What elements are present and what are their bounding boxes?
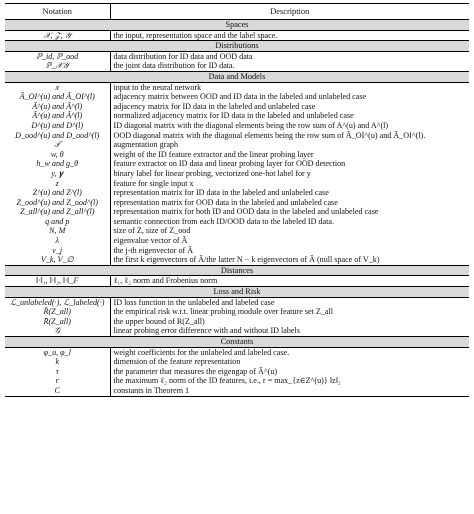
description-cell: ID loss function in the unlabeled and labeled case	[113, 297, 275, 307]
notation-cell: ℙ_𝒳𝒴	[5, 61, 110, 71]
notation-cell: D^(u) and D^(l)	[5, 121, 110, 131]
description-cell: feature extractor on ID data and linear probing layer for OOD detection	[113, 159, 346, 169]
notation-cell: λ	[5, 236, 110, 246]
notation-cell: Ã^(u) and Ã^(l)	[5, 111, 110, 121]
table-row	[5, 207, 469, 217]
table-row	[5, 159, 469, 169]
description-cell: data distribution for ID data and OOD data	[113, 51, 253, 61]
notation-cell: C	[5, 386, 110, 396]
description-cell: augmentation graph	[113, 140, 179, 150]
table-row	[5, 297, 469, 307]
table-row	[5, 376, 469, 386]
description-cell: eigenvalue vector of Ã	[113, 236, 188, 246]
section-header-row	[5, 41, 469, 52]
notation-cell: r	[5, 376, 110, 386]
table-row	[5, 386, 469, 396]
section-title: Spaces	[5, 20, 469, 31]
description-cell: input to the neural network	[113, 82, 202, 92]
notation-cell: w, θ	[5, 150, 110, 160]
notation-cell: ℒ_unlabeled(·), ℒ_labeled(·)	[5, 297, 110, 307]
table-row	[5, 92, 469, 102]
notation-table	[5, 3, 469, 397]
table-body	[5, 20, 469, 397]
notation-cell: φ_u, φ_l	[5, 347, 110, 357]
description-cell: weight coefficients for the unlabeled and labeled case.	[113, 347, 290, 357]
table-row	[5, 236, 469, 246]
notation-cell: q and p	[5, 217, 110, 227]
notation-cell: R̄(Z_all)	[5, 317, 110, 327]
notation-cell: ℙ_id, ℙ_ood	[5, 51, 110, 61]
notation-cell: ‖·‖₁, ‖·‖₂, ‖·‖_F	[5, 276, 110, 287]
description-cell: adjacency matrix between OOD and ID data in the labeled and unlabeled case	[113, 92, 367, 102]
table-row	[5, 111, 469, 121]
section-header-row	[5, 337, 469, 348]
description-cell: linear probing error difference with and without ID labels	[113, 326, 300, 336]
description-cell: representation matrix for both ID and OOD data in the labeled and unlabeled case	[113, 207, 379, 217]
section-title: Distributions	[5, 41, 469, 52]
notation-cell: R̂(Z_all)	[5, 307, 110, 317]
description-cell: the joint data distribution for ID data.	[113, 61, 235, 71]
table-row	[5, 307, 469, 317]
section-header-row	[5, 20, 469, 31]
notation-cell: 𝒯	[5, 140, 110, 150]
table-row	[5, 347, 469, 357]
table-row	[5, 102, 469, 112]
description-cell: semantic connection from each ID/OOD data to the labeled ID data.	[113, 216, 334, 226]
notation-cell: τ	[5, 367, 110, 377]
section-header-row	[5, 71, 469, 82]
section-header-row	[5, 265, 469, 276]
description-cell: OOD diagonal matrix with the diagonal elements being the row sum of Ã_OI^(u) and Ã_OI^(l).	[113, 130, 426, 140]
table-row	[5, 30, 469, 41]
notation-cell: Z_ood^(u) and Z_ood^(l)	[5, 198, 110, 208]
description-cell: ID diagonal matrix with the diagonal elements being the row sum of A^(u) and A^(l)	[113, 120, 389, 130]
section-title: Constants	[5, 337, 469, 348]
table-row	[5, 179, 469, 189]
table-row	[5, 121, 469, 131]
notation-cell: V_k, V_∅	[5, 255, 110, 265]
description-cell: adjacency matrix for ID data in the labeled and unlabeled case	[113, 101, 316, 111]
table-header-row	[5, 4, 469, 20]
table-row	[5, 188, 469, 198]
description-cell: the first k eigenvectors of Ã/the latter N − k eigenvectors of Ã (null space of V_k)	[113, 255, 380, 265]
notation-cell: h_w and g_θ	[5, 159, 110, 169]
table-row	[5, 198, 469, 208]
description-cell: the empirical risk w.r.t. linear probing module over feature set Z_all	[113, 307, 334, 317]
table-row	[5, 317, 469, 327]
table-row	[5, 131, 469, 141]
notation-cell: Z_all^(u) and Z_all^(l)	[5, 207, 110, 217]
notation-cell: x	[5, 82, 110, 92]
description-cell: the parameter that measures the eigengap of Ã^(u)	[113, 366, 278, 376]
description-cell: the j-th eigenvector of Ã	[113, 245, 194, 255]
description-cell: the input, representation space and the label space.	[113, 30, 278, 40]
table-row	[5, 226, 469, 236]
description-cell: representation matrix for OOD data in the labeled and unlabeled case	[113, 197, 338, 207]
section-title: Distances	[5, 265, 469, 276]
table-row	[5, 367, 469, 377]
description-cell: binary label for linear probing, vectorized one-hot label for y	[113, 168, 311, 178]
table-row	[5, 140, 469, 150]
table-row	[5, 169, 469, 179]
description-cell: the upper bound of R(Z_all)	[113, 316, 205, 326]
notation-cell: z	[5, 179, 110, 189]
table-row	[5, 246, 469, 256]
notation-cell: y, 𝐲	[5, 169, 110, 179]
notation-cell: Ã_OI^(u) and Ã_OI^(l)	[5, 92, 110, 102]
notation-cell: N, M	[5, 226, 110, 236]
description-cell: dimension of the feature representation	[113, 357, 241, 367]
table-row	[5, 217, 469, 227]
description-cell: size of Z, size of Z_ood	[113, 226, 191, 236]
description-cell: ℓ₁, ℓ₂ norm and Frobenius norm	[113, 276, 218, 286]
description-column-header: Description	[110, 4, 469, 20]
notation-cell: 𝒢	[5, 326, 110, 336]
notation-cell: 𝒳, 𝒵, 𝒴	[5, 30, 110, 41]
description-cell: representation matrix for ID data in the labeled and unlabeled case	[113, 188, 329, 198]
description-cell: constants in Theorem 1	[110, 386, 469, 396]
section-title: Data and Models	[5, 71, 469, 82]
description-cell: the maximum ℓ₂ norm of the ID features, i.e., r = max_{z∈Z^(u)} ‖z‖₂	[113, 376, 341, 386]
table-row	[5, 255, 469, 265]
table-row	[5, 150, 469, 160]
table-row	[5, 276, 469, 287]
notation-cell: v_j	[5, 246, 110, 256]
description-cell: weight of the ID feature extractor and the linear probing layer	[113, 149, 314, 159]
section-header-row	[5, 287, 469, 298]
notation-table-page	[5, 3, 469, 397]
section-title: Loss and Risk	[5, 287, 469, 298]
table-row	[5, 357, 469, 367]
notation-cell: k	[5, 357, 110, 367]
table-row	[5, 82, 469, 92]
table-row	[5, 51, 469, 61]
table-row	[5, 61, 469, 71]
notation-cell: D_ood^(u) and D_ood^(l)	[5, 131, 110, 141]
table-row	[5, 326, 469, 336]
notation-cell: Ā^(u) and Ā^(l)	[5, 102, 110, 112]
description-cell: feature for single input x	[113, 178, 194, 188]
notation-cell: Z^(u) and Z^(l)	[5, 188, 110, 198]
notation-column-header: Notation	[5, 4, 110, 20]
description-cell: normalized adjacency matrix for ID data in the labeled and unlabeled case	[113, 111, 354, 121]
